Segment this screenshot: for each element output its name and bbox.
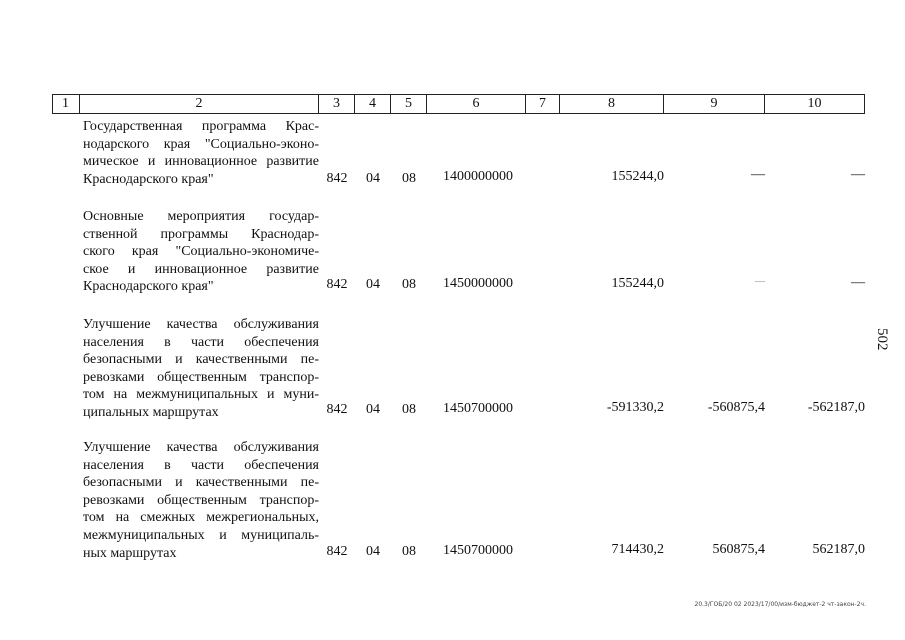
row-1-col-3: 842	[326, 171, 348, 186]
header-col-9: 9	[664, 94, 765, 113]
row-1-col-4: 04	[366, 171, 380, 186]
row-3-line: безопасными и качественными пе-	[83, 352, 319, 368]
row-4-line: ных маршрутах	[83, 545, 177, 561]
row-2-line: ское и инновационное развитие	[83, 261, 319, 277]
row-4-line: межмуниципальных и муниципаль-	[83, 527, 319, 543]
row-2-col-8: 155244,0	[611, 276, 664, 291]
header-col-4: 4	[355, 94, 391, 113]
table-row-3-description	[83, 316, 319, 422]
header-col-1: 1	[52, 94, 80, 113]
row-2-col-4: 04	[366, 277, 380, 292]
row-3-line: ревозками общественным транспор-	[83, 369, 319, 385]
row-4-col-4: 04	[366, 544, 380, 559]
row-4-line: том на смежных межрегиональных,	[83, 510, 319, 526]
row-1-line: Государственная программа Крас-	[83, 119, 319, 134]
table-row-4-description	[83, 439, 319, 562]
row-1-line: мическое и инновационное развитие	[83, 154, 319, 170]
header-col-3: 3	[319, 94, 355, 113]
row-3-line: ципальных маршрутах	[83, 404, 219, 420]
header-col-6: 6	[427, 94, 526, 113]
row-3-col-4: 04	[366, 402, 380, 417]
row-1-line: нодарского края "Социально-эконо-	[83, 136, 319, 152]
row-2-line: Краснодарского края"	[83, 279, 214, 295]
row-2-col-5: 08	[402, 277, 416, 292]
row-2-line: ственной программы Краснодар-	[83, 226, 319, 242]
row-3-col-9: -560875,4	[707, 400, 765, 415]
row-2-col-3: 842	[326, 277, 348, 292]
row-3-line: населения в части обеспечения	[83, 334, 319, 350]
row-2-line: Основные мероприятия государ-	[83, 209, 319, 224]
row-4-col-3: 842	[326, 544, 348, 559]
header-col-8: 8	[560, 94, 664, 113]
row-1-col-6: 1400000000	[443, 169, 513, 184]
header-col-7: 7	[526, 94, 560, 113]
header-col-10: 10	[807, 96, 822, 111]
row-4-col-9: 560875,4	[712, 542, 765, 557]
row-1-col-10: —	[851, 167, 865, 182]
row-4-col-5: 08	[402, 544, 416, 559]
row-4-col-8: 714430,2	[611, 542, 664, 557]
row-4-line: безопасными и качественными пе-	[83, 475, 319, 491]
row-2-col-6: 1450000000	[443, 276, 513, 291]
header-col-2: 2	[80, 94, 319, 113]
row-2-col-10: —	[851, 275, 865, 290]
header-col-5: 5	[391, 94, 427, 113]
row-4-line: населения в части обеспечения	[83, 457, 319, 473]
row-1-col-9: —	[751, 167, 765, 182]
row-3-line: Улучшение качества обслуживания	[83, 317, 319, 332]
row-1-col-8: 155244,0	[611, 169, 664, 184]
row-3-col-5: 08	[402, 402, 416, 417]
row-4-line: Улучшение качества обслуживания	[83, 440, 319, 455]
row-1-col-5: 08	[402, 171, 416, 186]
row-4-line: ревозками общественным транспор-	[83, 492, 319, 508]
row-4-col-10: 562187,0	[812, 542, 865, 557]
table-row-2-description	[83, 208, 319, 296]
row-3-col-8: -591330,2	[606, 400, 664, 415]
row-1-line: Краснодарского края"	[83, 171, 214, 187]
row-3-col-10: -562187,0	[807, 400, 865, 415]
row-2-line: ского края "Социально-экономиче-	[83, 244, 319, 260]
row-2-col-9: —	[755, 276, 765, 287]
table-row-1-description	[83, 118, 319, 188]
row-3-line: том на межмуниципальных и муни-	[83, 387, 319, 403]
footer-file-info: 20.3/ГОБ/20 02 2023/17/00/изм-бюджет-2 чт-закон-2ч.	[694, 601, 866, 608]
row-3-col-3: 842	[326, 402, 348, 417]
page-number: 502	[874, 327, 890, 351]
row-3-col-6: 1450700000	[443, 401, 513, 416]
row-4-col-6: 1450700000	[443, 543, 513, 558]
